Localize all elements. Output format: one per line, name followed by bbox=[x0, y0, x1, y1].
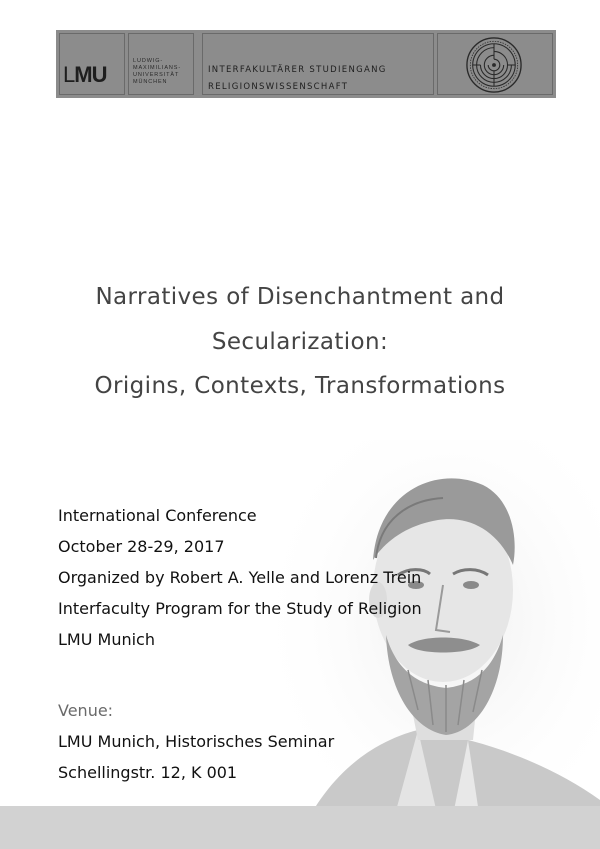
university-name bbox=[133, 58, 181, 86]
detail-line: Interfaculty Program for the Study of Religion bbox=[58, 599, 422, 618]
header-banner bbox=[56, 30, 556, 98]
program-name-box bbox=[202, 33, 434, 95]
venue-label: Venue: bbox=[58, 701, 114, 720]
university-line: LUDWIG- bbox=[133, 58, 164, 64]
footer-band bbox=[0, 806, 600, 849]
venue-line: Schellingstr. 12, K 001 bbox=[58, 763, 238, 782]
program-name bbox=[208, 62, 387, 96]
lmu-logo-thin: L bbox=[63, 62, 75, 87]
lmu-logo bbox=[63, 60, 123, 90]
labyrinth-seal-icon bbox=[465, 36, 523, 94]
lmu-logo-box bbox=[59, 33, 125, 95]
program-line: RELIGIONSWISSENSCHAFT bbox=[208, 82, 349, 92]
detail-line: LMU Munich bbox=[58, 630, 155, 649]
detail-line: October 28-29, 2017 bbox=[58, 537, 225, 556]
title-line: Secularization: bbox=[211, 328, 389, 355]
venue-block bbox=[58, 695, 478, 788]
lmu-logo-bold: MU bbox=[74, 62, 107, 87]
university-line: MÜNCHEN bbox=[133, 79, 168, 85]
program-line: INTERFAKULTÄRER STUDIENGANG bbox=[208, 65, 387, 75]
university-name-box bbox=[128, 33, 194, 95]
detail-line: International Conference bbox=[58, 506, 257, 525]
title-line: Origins, Contexts, Transformations bbox=[94, 373, 506, 399]
seal-box bbox=[437, 33, 553, 95]
university-line: MAXIMILIANS- bbox=[133, 65, 182, 71]
detail-line: Organized by Robert A. Yelle and Lorenz Trein bbox=[58, 568, 422, 587]
university-line: UNIVERSITÄT bbox=[133, 72, 180, 78]
conference-title bbox=[40, 275, 560, 409]
title-line: Narratives of Disenchantment and bbox=[95, 284, 505, 310]
conference-details bbox=[58, 500, 478, 655]
venue-line: LMU Munich, Historisches Seminar bbox=[58, 732, 335, 751]
